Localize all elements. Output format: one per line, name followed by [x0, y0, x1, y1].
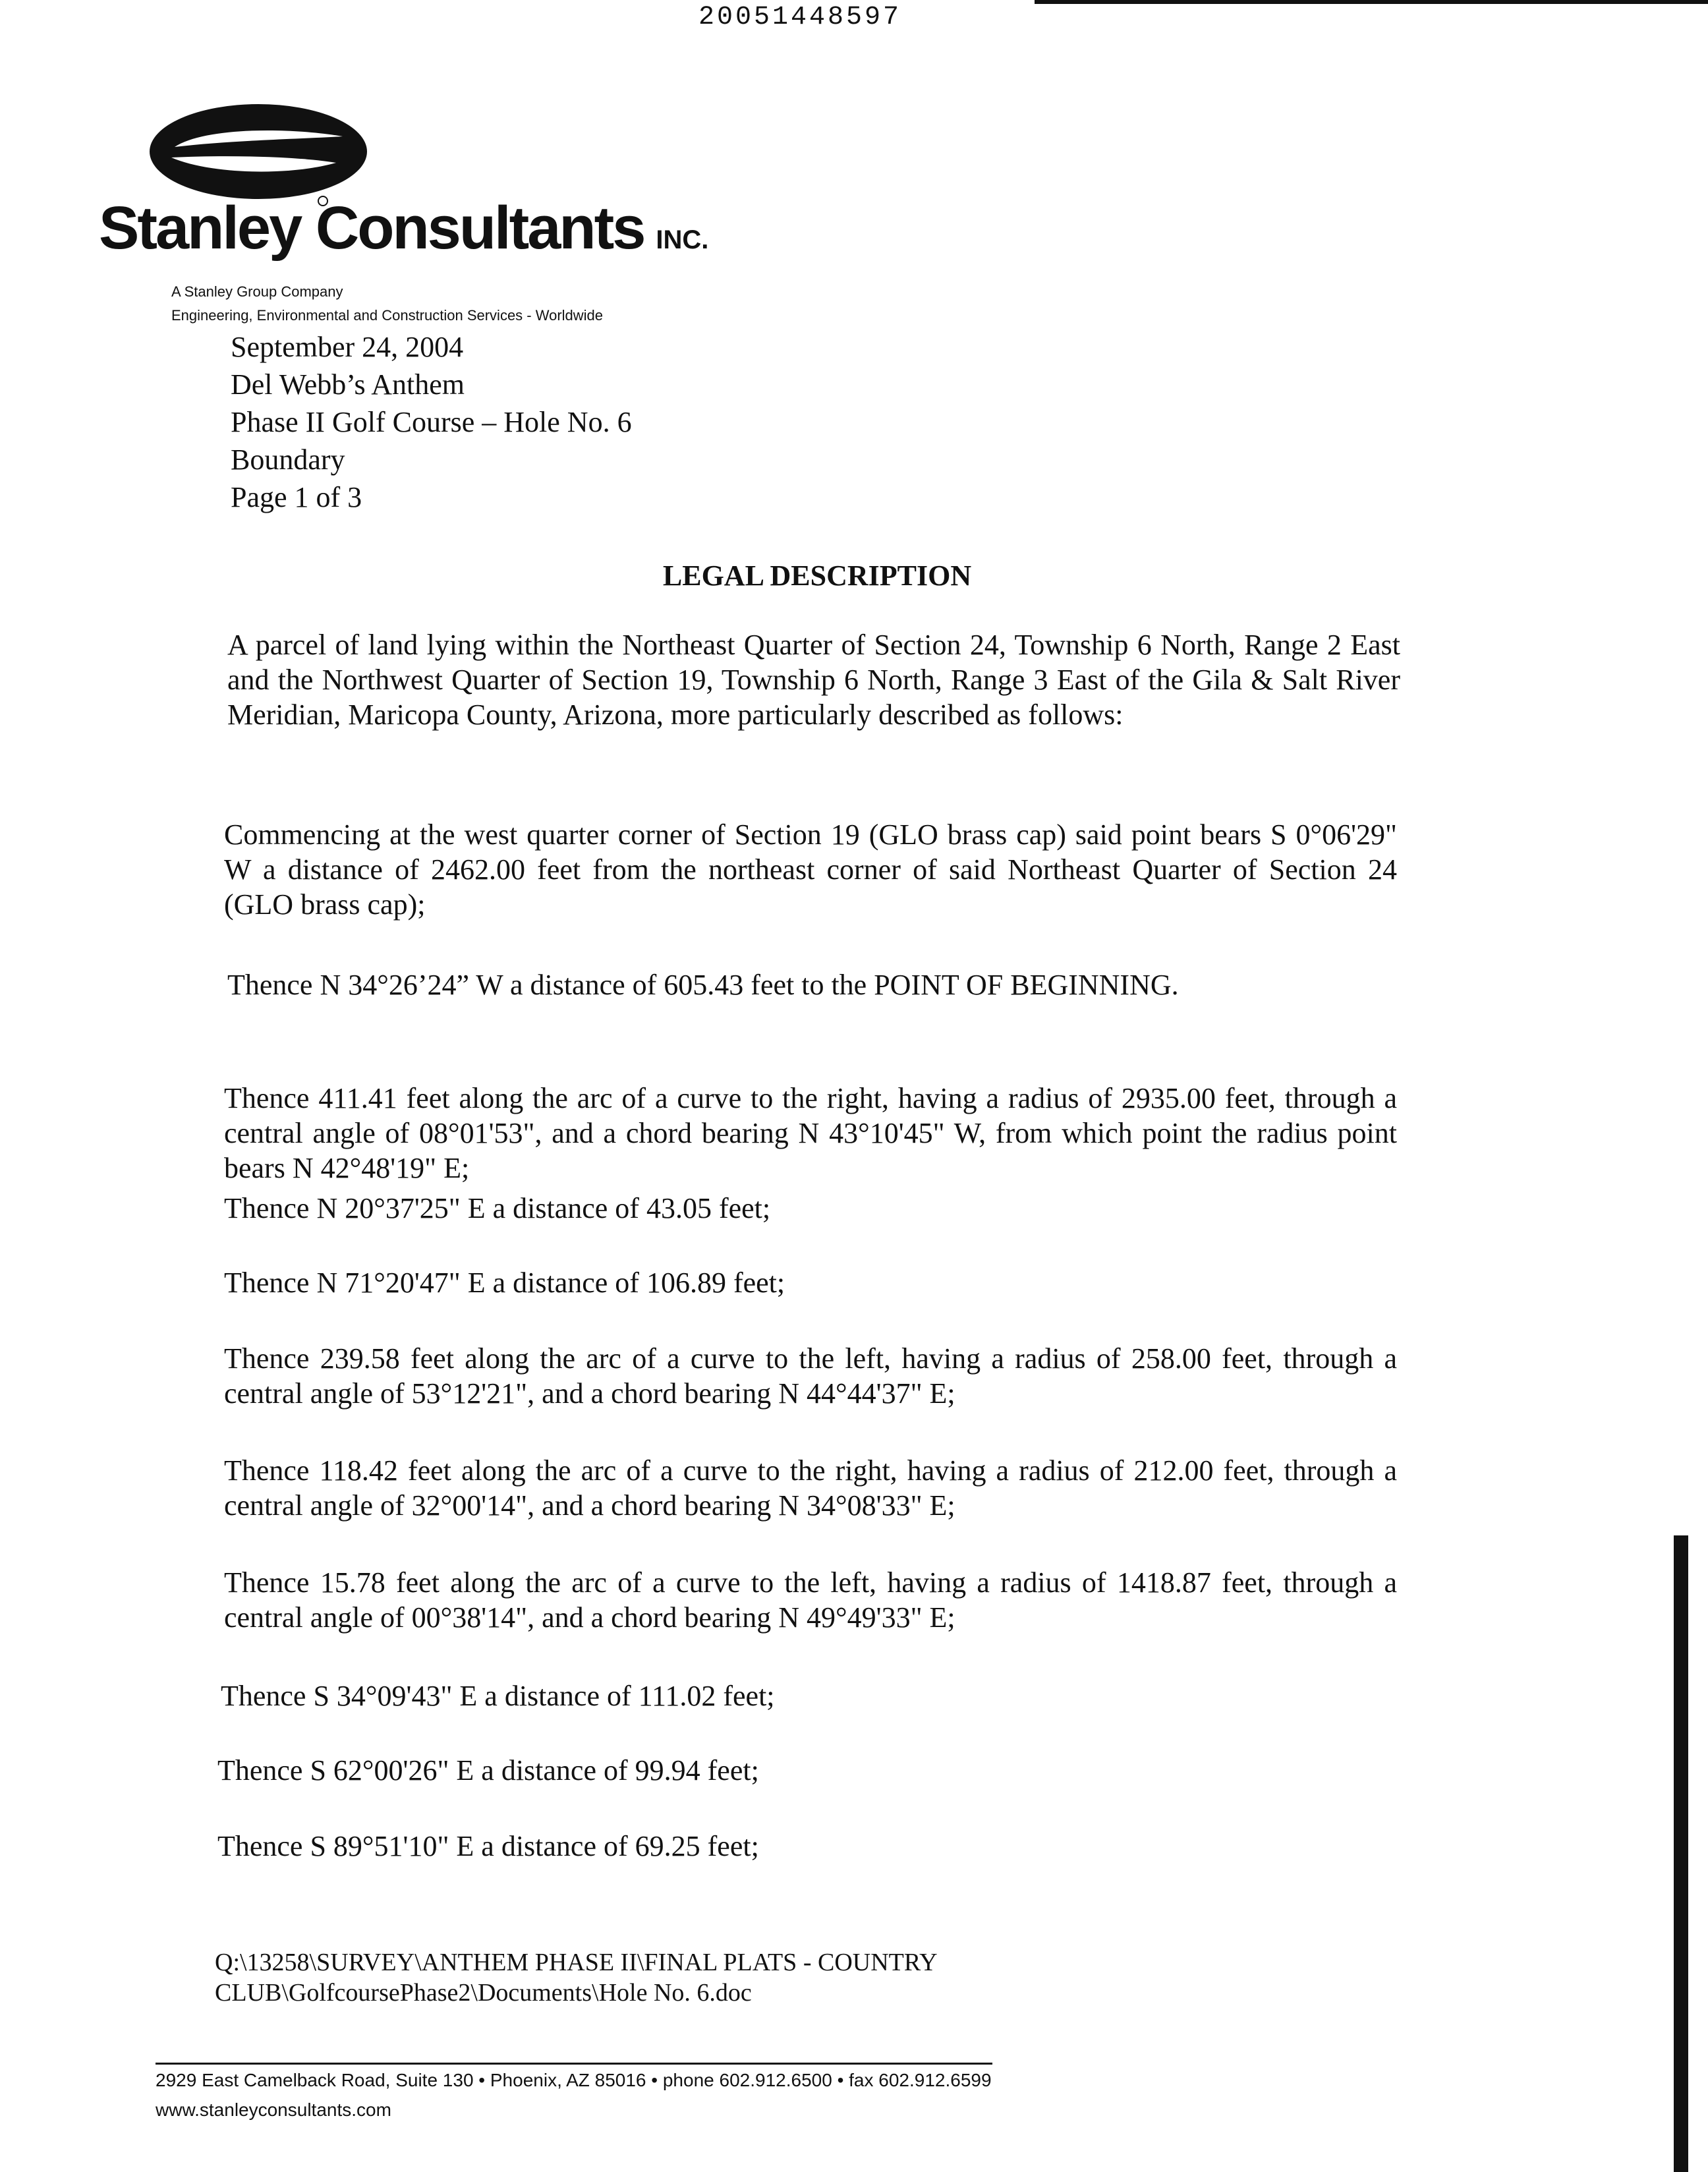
line-course-paragraph: Thence S 34°09'43" E a distance of 111.02 feet;: [221, 1680, 775, 1712]
footer-website: www.stanleyconsultants.com: [156, 2100, 391, 2120]
intro-paragraph: A parcel of land lying within the Northeast Quarter of Section 24, Township 6 North, Range 2 East and the Northwest Quarter of Section 19, Township 6 North, Range 3 East of the Gila & Salt River Meridian, Maricopa County, Arizona, more particularly described as follows:: [227, 629, 1400, 731]
project-phase: Phase II Golf Course – Hole No. 6: [231, 406, 632, 438]
file-path-line: CLUB\GolfcoursePhase2\Documents\Hole No. 6.doc: [215, 1979, 752, 2007]
curve-course-paragraph: Thence 239.58 feet along the arc of a curve to the left, having a radius of 258.00 feet, through a central angle of 53°12'21", and a chord bearing N 44°44'37" E;: [224, 1342, 1397, 1410]
scan-edge-bar: [1674, 1535, 1688, 2172]
curve-course-paragraph: Thence 15.78 feet along the arc of a curve to the left, having a radius of 1418.87 feet, through a central angle of 00°38'14", and a chord bearing N 49°49'33" E;: [224, 1566, 1397, 1634]
file-path: [215, 1947, 1137, 2008]
curve-course-paragraph: Thence 411.41 feet along the arc of a curve to the right, having a radius of 2935.00 feet, through a central angle of 08°01'53", and a chord bearing N 43°10'45" W, from which point the radius point bears N 42°48'19" E;: [224, 1082, 1397, 1184]
file-path-line: Q:\13258\SURVEY\ANTHEM PHASE II\FINAL PLATS - COUNTRY: [215, 1949, 938, 1976]
footer-divider: [156, 2063, 992, 2065]
footer-address: 2929 East Camelback Road, Suite 130 • Phoenix, AZ 85016 • phone 602.912.6500 • fax 602.912.6599: [156, 2070, 992, 2090]
company-name: [99, 194, 709, 262]
line-course-paragraph: Thence S 89°51'10" E a distance of 69.25 feet;: [217, 1830, 759, 1862]
company-suffix: INC.: [656, 225, 709, 254]
scan-edge-line: [1035, 0, 1708, 4]
page-number: Page 1 of 3: [231, 481, 362, 513]
line-course-paragraph: Thence S 62°00'26" E a distance of 99.94 feet;: [217, 1754, 759, 1786]
page-title: LEGAL DESCRIPTION: [662, 559, 972, 592]
company-name-text: Stanley Consultants: [99, 194, 644, 262]
line-course-paragraph: Thence N 71°20'47" E a distance of 106.89 feet;: [224, 1267, 785, 1299]
document-subject: Boundary: [231, 443, 345, 476]
stanley-logo-icon: [145, 102, 372, 208]
company-tagline-1: A Stanley Group Company: [171, 283, 343, 300]
document-date: September 24, 2004: [231, 331, 464, 363]
document-id: 20051448597: [698, 3, 902, 32]
commencing-paragraph: Commencing at the west quarter corner of Section 19 (GLO brass cap) said point bears S 0°06'29" W a distance of 2462.00 feet from the northeast corner of said Northeast Quarter of Section 24 (GLO brass cap);: [224, 818, 1397, 921]
point-of-beginning-paragraph: Thence N 34°26’24” W a distance of 605.43 feet to the POINT OF BEGINNING.: [227, 969, 1179, 1001]
curve-course-paragraph: Thence 118.42 feet along the arc of a curve to the right, having a radius of 212.00 feet, through a central angle of 32°00'14", and a chord bearing N 34°08'33" E;: [224, 1454, 1397, 1522]
line-course-paragraph: Thence N 20°37'25" E a distance of 43.05 feet;: [224, 1192, 771, 1224]
company-tagline-2: Engineering, Environmental and Construction Services - Worldwide: [171, 307, 604, 324]
project-name: Del Webb’s Anthem: [231, 368, 465, 401]
